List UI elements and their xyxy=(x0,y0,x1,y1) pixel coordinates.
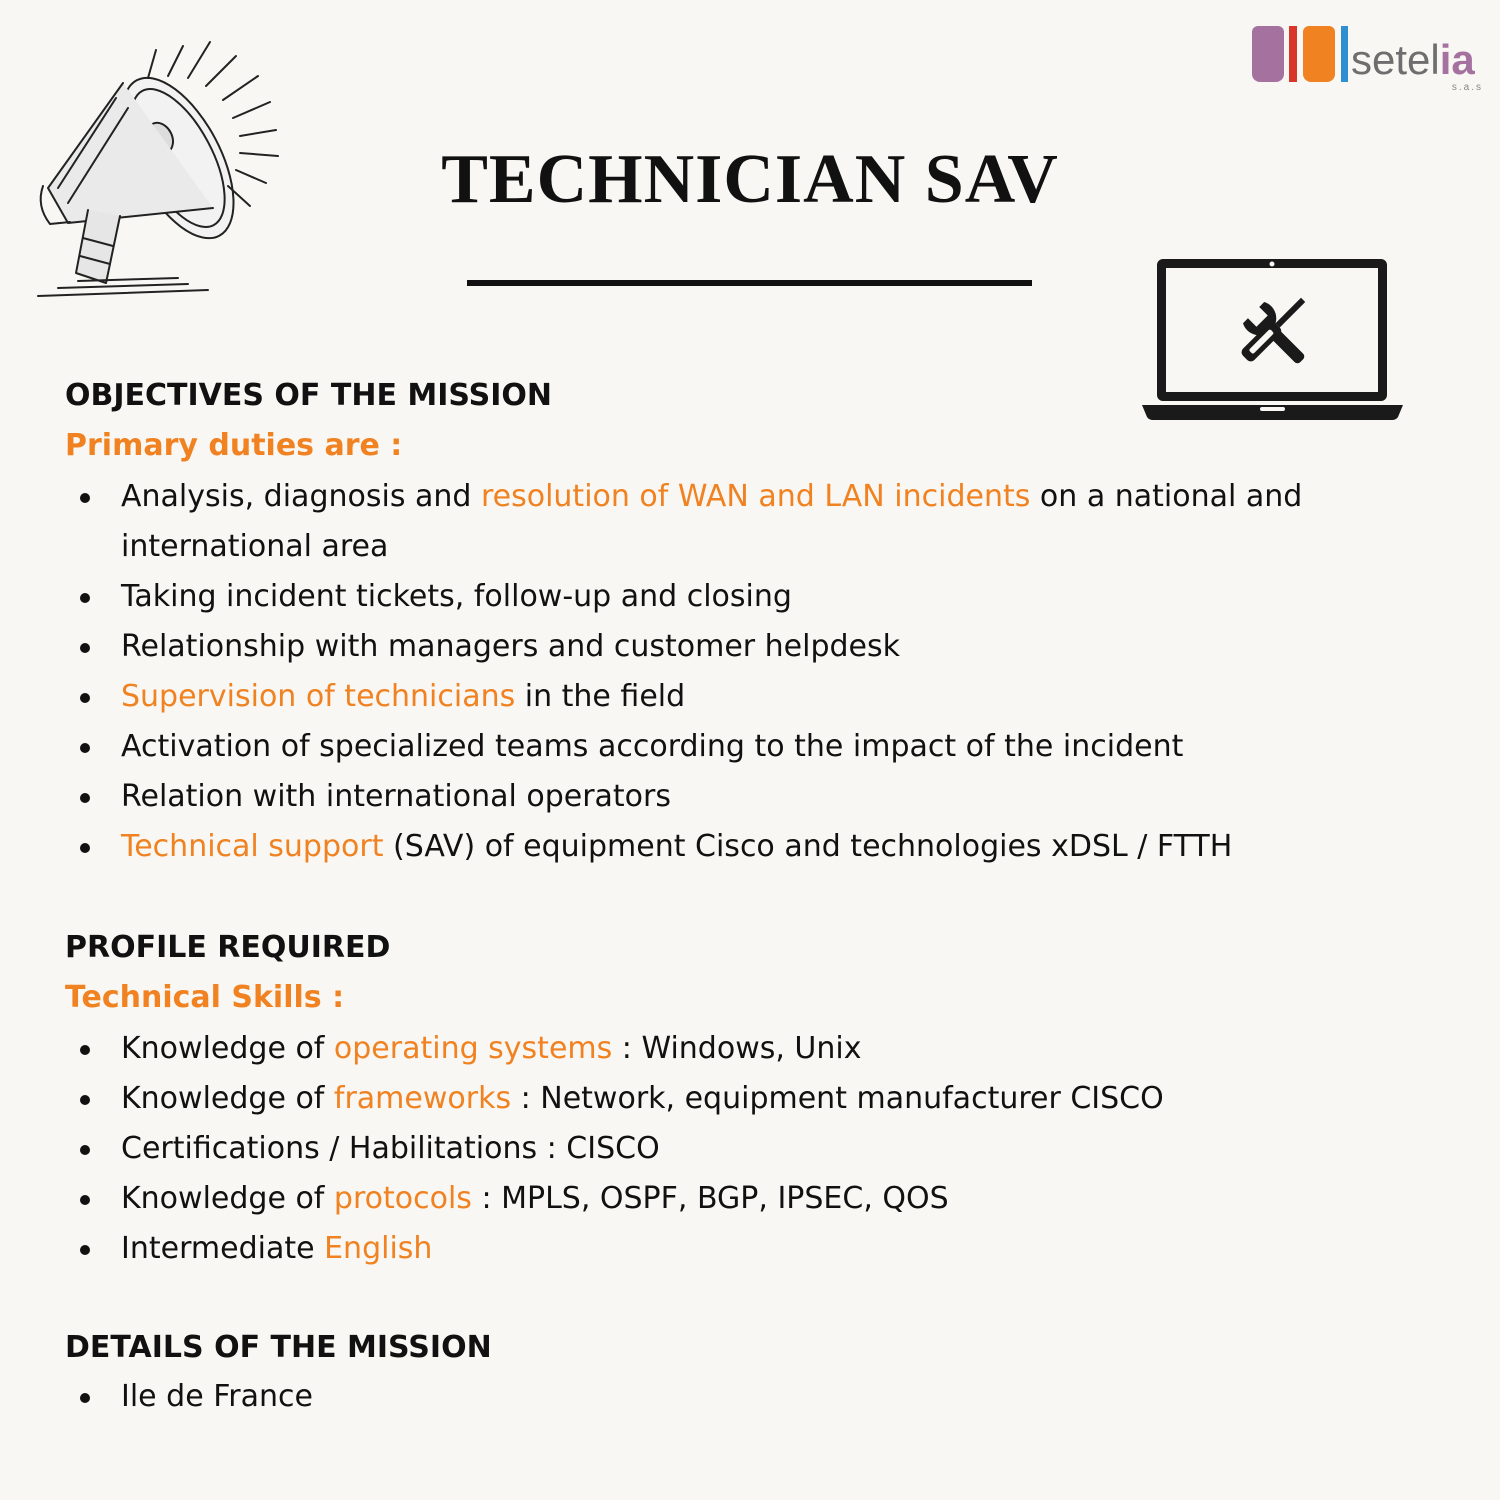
profile-list xyxy=(65,1024,1445,1274)
bullet-icon xyxy=(80,1245,90,1255)
list-item: Technical support (SAV) of equipment Cisco and technologies xDSL / FTTH xyxy=(65,822,1445,872)
bullet-icon xyxy=(80,1195,90,1205)
objectives-list xyxy=(65,472,1445,872)
list-item: Relation with international operators xyxy=(65,772,1445,822)
section-spacer xyxy=(65,872,1445,924)
details-heading: DETAILS OF THE MISSION xyxy=(65,1330,492,1365)
list-item: Supervision of technicians in the field xyxy=(65,672,1445,722)
title-underline xyxy=(467,280,1032,286)
list-item: Activation of specialized teams according to the impact of the incident xyxy=(65,722,1445,772)
bullet-icon xyxy=(80,493,90,503)
list-item: Taking incident tickets, follow-up and closing xyxy=(65,572,1445,622)
bullet-icon xyxy=(80,843,90,853)
logo-bar-violet xyxy=(1252,26,1284,82)
objectives-heading: OBJECTIVES OF THE MISSION xyxy=(65,378,553,413)
bullet-icon xyxy=(80,693,90,703)
profile-heading: PROFILE REQUIRED xyxy=(65,930,391,965)
bullet-icon xyxy=(80,1045,90,1055)
company-logo xyxy=(1252,24,1487,94)
bullet-icon xyxy=(80,1145,90,1155)
bullet-icon xyxy=(80,643,90,653)
list-item: Knowledge of frameworks : Network, equipment manufacturer CISCO xyxy=(65,1074,1445,1124)
logo-bar-orange xyxy=(1303,26,1335,82)
bullet-icon xyxy=(80,593,90,603)
list-item: Relationship with managers and customer helpdesk xyxy=(65,622,1445,672)
bullet-icon xyxy=(80,743,90,753)
logo-wordmark: setelia xyxy=(1351,36,1475,83)
logo-suffix: s.a.s xyxy=(1451,82,1483,93)
megaphone-icon xyxy=(28,38,288,303)
profile-subheading: Technical Skills : xyxy=(65,980,345,1015)
list-item: Knowledge of protocols : MPLS, OSPF, BGP, IPSEC, QOS xyxy=(65,1174,1445,1224)
job-content xyxy=(65,372,1445,1422)
list-item: Analysis, diagnosis and resolution of WAN and LAN incidents on a national and international area xyxy=(65,472,1445,572)
bullet-icon xyxy=(80,793,90,803)
bullet-icon xyxy=(80,1095,90,1105)
page-title: TECHNICIAN SAV xyxy=(441,141,1059,218)
section-spacer xyxy=(65,1274,1445,1324)
bullet-icon xyxy=(80,1393,90,1403)
logo-bar-red xyxy=(1289,26,1297,82)
details-list xyxy=(65,1372,1445,1422)
list-item: Intermediate English xyxy=(65,1224,1445,1274)
objectives-subheading: Primary duties are : xyxy=(65,428,403,463)
list-item: Knowledge of operating systems : Windows, Unix xyxy=(65,1024,1445,1074)
list-item: Ile de France xyxy=(65,1372,1445,1422)
list-item: Certifications / Habilitations : CISCO xyxy=(65,1124,1445,1174)
logo-bar-blue xyxy=(1341,26,1348,82)
